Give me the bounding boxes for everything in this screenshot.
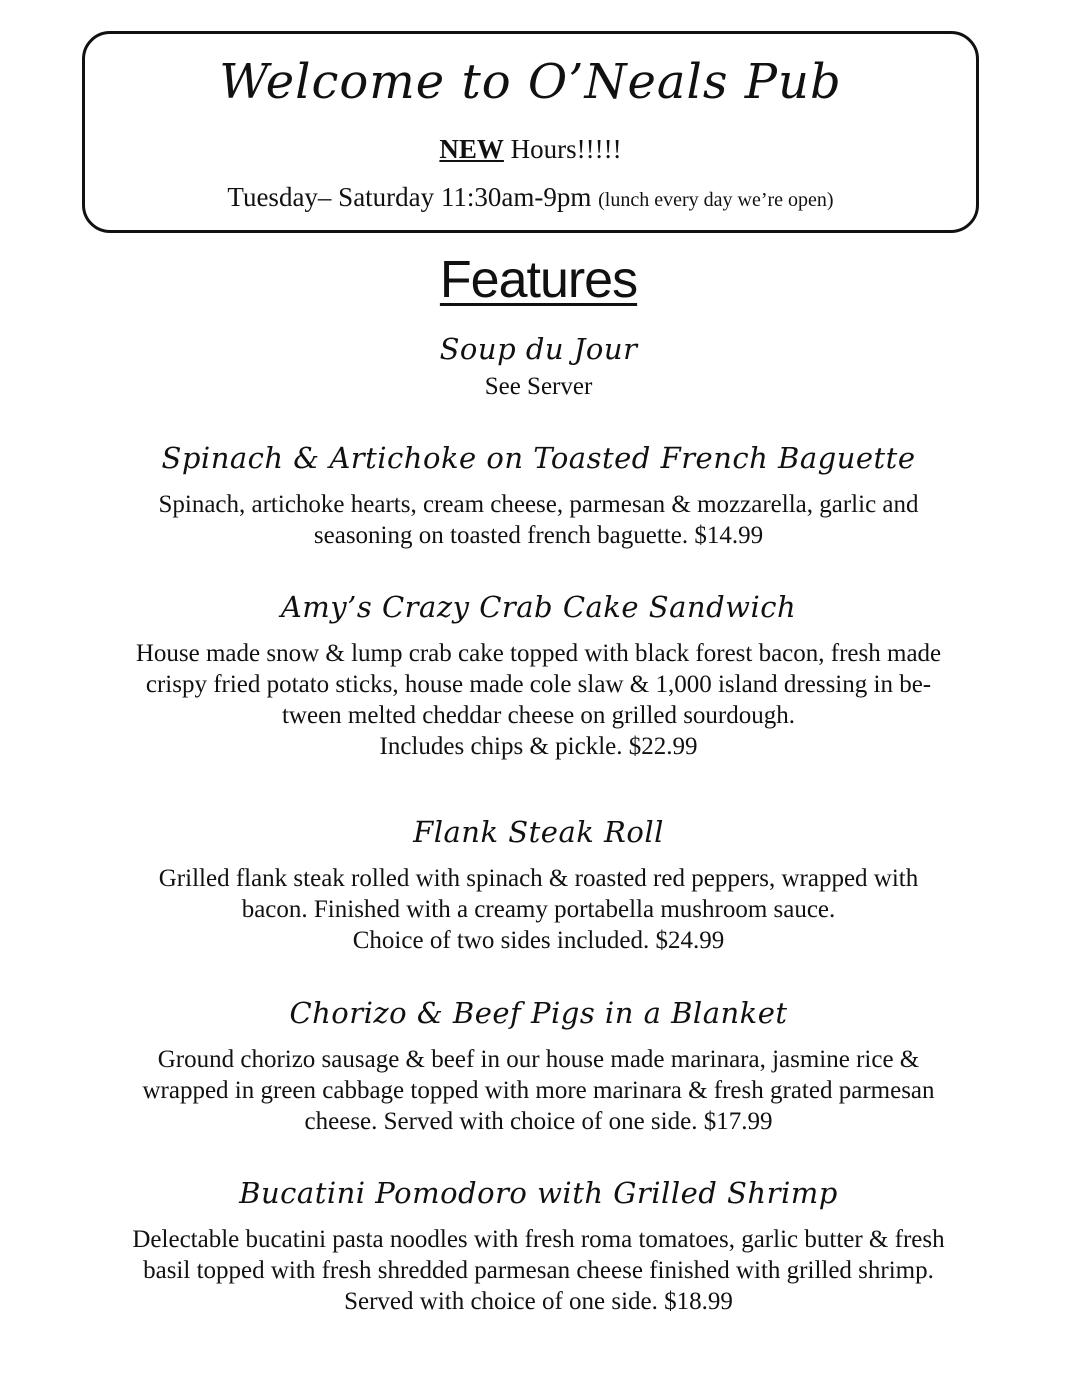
menu-item-spinach-artichoke: [0, 438, 1077, 551]
schedule-note: (lunch every day we’re open): [598, 189, 834, 211]
description-line: Choice of two sides included. $24.99: [352, 927, 725, 954]
description-line: seasoning on toasted french baguette. $14.99: [313, 522, 764, 549]
menu-item-name: Bucatini Pomodoro with Grilled Shrimp: [239, 1176, 838, 1210]
menu-item-chorizo-pigs: [0, 993, 1077, 1137]
menu-item-bucatini: [0, 1173, 1077, 1317]
menu-item-description: [0, 1224, 1077, 1317]
features-heading: Features: [439, 251, 638, 309]
description-line: crispy fried potato sticks, house made cole slaw & 1,000 island dressing in be-: [145, 671, 932, 698]
schedule-text: Tuesday– Saturday 11:30am-9pm: [227, 182, 592, 212]
description-line: cheese. Served with choice of one side. $17.99: [304, 1108, 773, 1135]
description-line: Includes chips & pickle. $22.99: [379, 733, 698, 760]
menu-item-name: Spinach & Artichoke on Toasted French Baguette: [161, 441, 916, 475]
menu-item-name: Chorizo & Beef Pigs in a Blanket: [289, 996, 788, 1030]
menu-item-name: Amy’s Crazy Crab Cake Sandwich: [280, 590, 797, 624]
schedule-line: [85, 180, 976, 217]
welcome-header-box: [82, 31, 979, 233]
description-line: tween melted cheddar cheese on grilled sourdough.: [281, 702, 795, 729]
description-line: See Server: [484, 373, 593, 400]
menu-item-description: [0, 638, 1077, 762]
description-line: Grilled flank steak rolled with spinach & roasted red peppers, wrapped with: [158, 865, 919, 892]
menu-item-name: Flank Steak Roll: [413, 815, 664, 849]
menu-item-flank-steak: [0, 812, 1077, 956]
menu-item-description: [0, 371, 1077, 402]
hours-announcement: [85, 132, 976, 166]
menu-item-soup: [0, 329, 1077, 402]
description-line: basil topped with fresh shredded parmesan cheese finished with grilled shrimp.: [143, 1257, 934, 1284]
menu-item-description: [0, 489, 1077, 551]
menu-item-description: [0, 1044, 1077, 1137]
description-line: Served with choice of one side. $18.99: [344, 1288, 733, 1315]
description-line: Ground chorizo sausage & beef in our house made marinara, jasmine rice &: [157, 1046, 920, 1073]
hours-label: Hours!!!!!: [503, 134, 622, 164]
description-line: Spinach, artichoke hearts, cream cheese, parmesan & mozzarella, garlic and: [158, 491, 919, 518]
welcome-title: Welcome to O’Neals Pub: [219, 54, 842, 110]
description-line: Delectable bucatini pasta noodles with fresh roma tomatoes, garlic butter & fresh: [132, 1226, 945, 1253]
description-line: bacon. Finished with a creamy portabella mushroom sauce.: [241, 896, 836, 923]
description-line: House made snow & lump crab cake topped with black forest bacon, fresh made: [135, 640, 942, 667]
new-label: NEW: [439, 134, 504, 164]
menu-item-description: [0, 863, 1077, 956]
description-line: wrapped in green cabbage topped with more marinara & fresh grated parmesan: [142, 1077, 935, 1104]
menu-item-crab-cake: [0, 587, 1077, 762]
menu-item-name: Soup du Jour: [439, 332, 638, 366]
